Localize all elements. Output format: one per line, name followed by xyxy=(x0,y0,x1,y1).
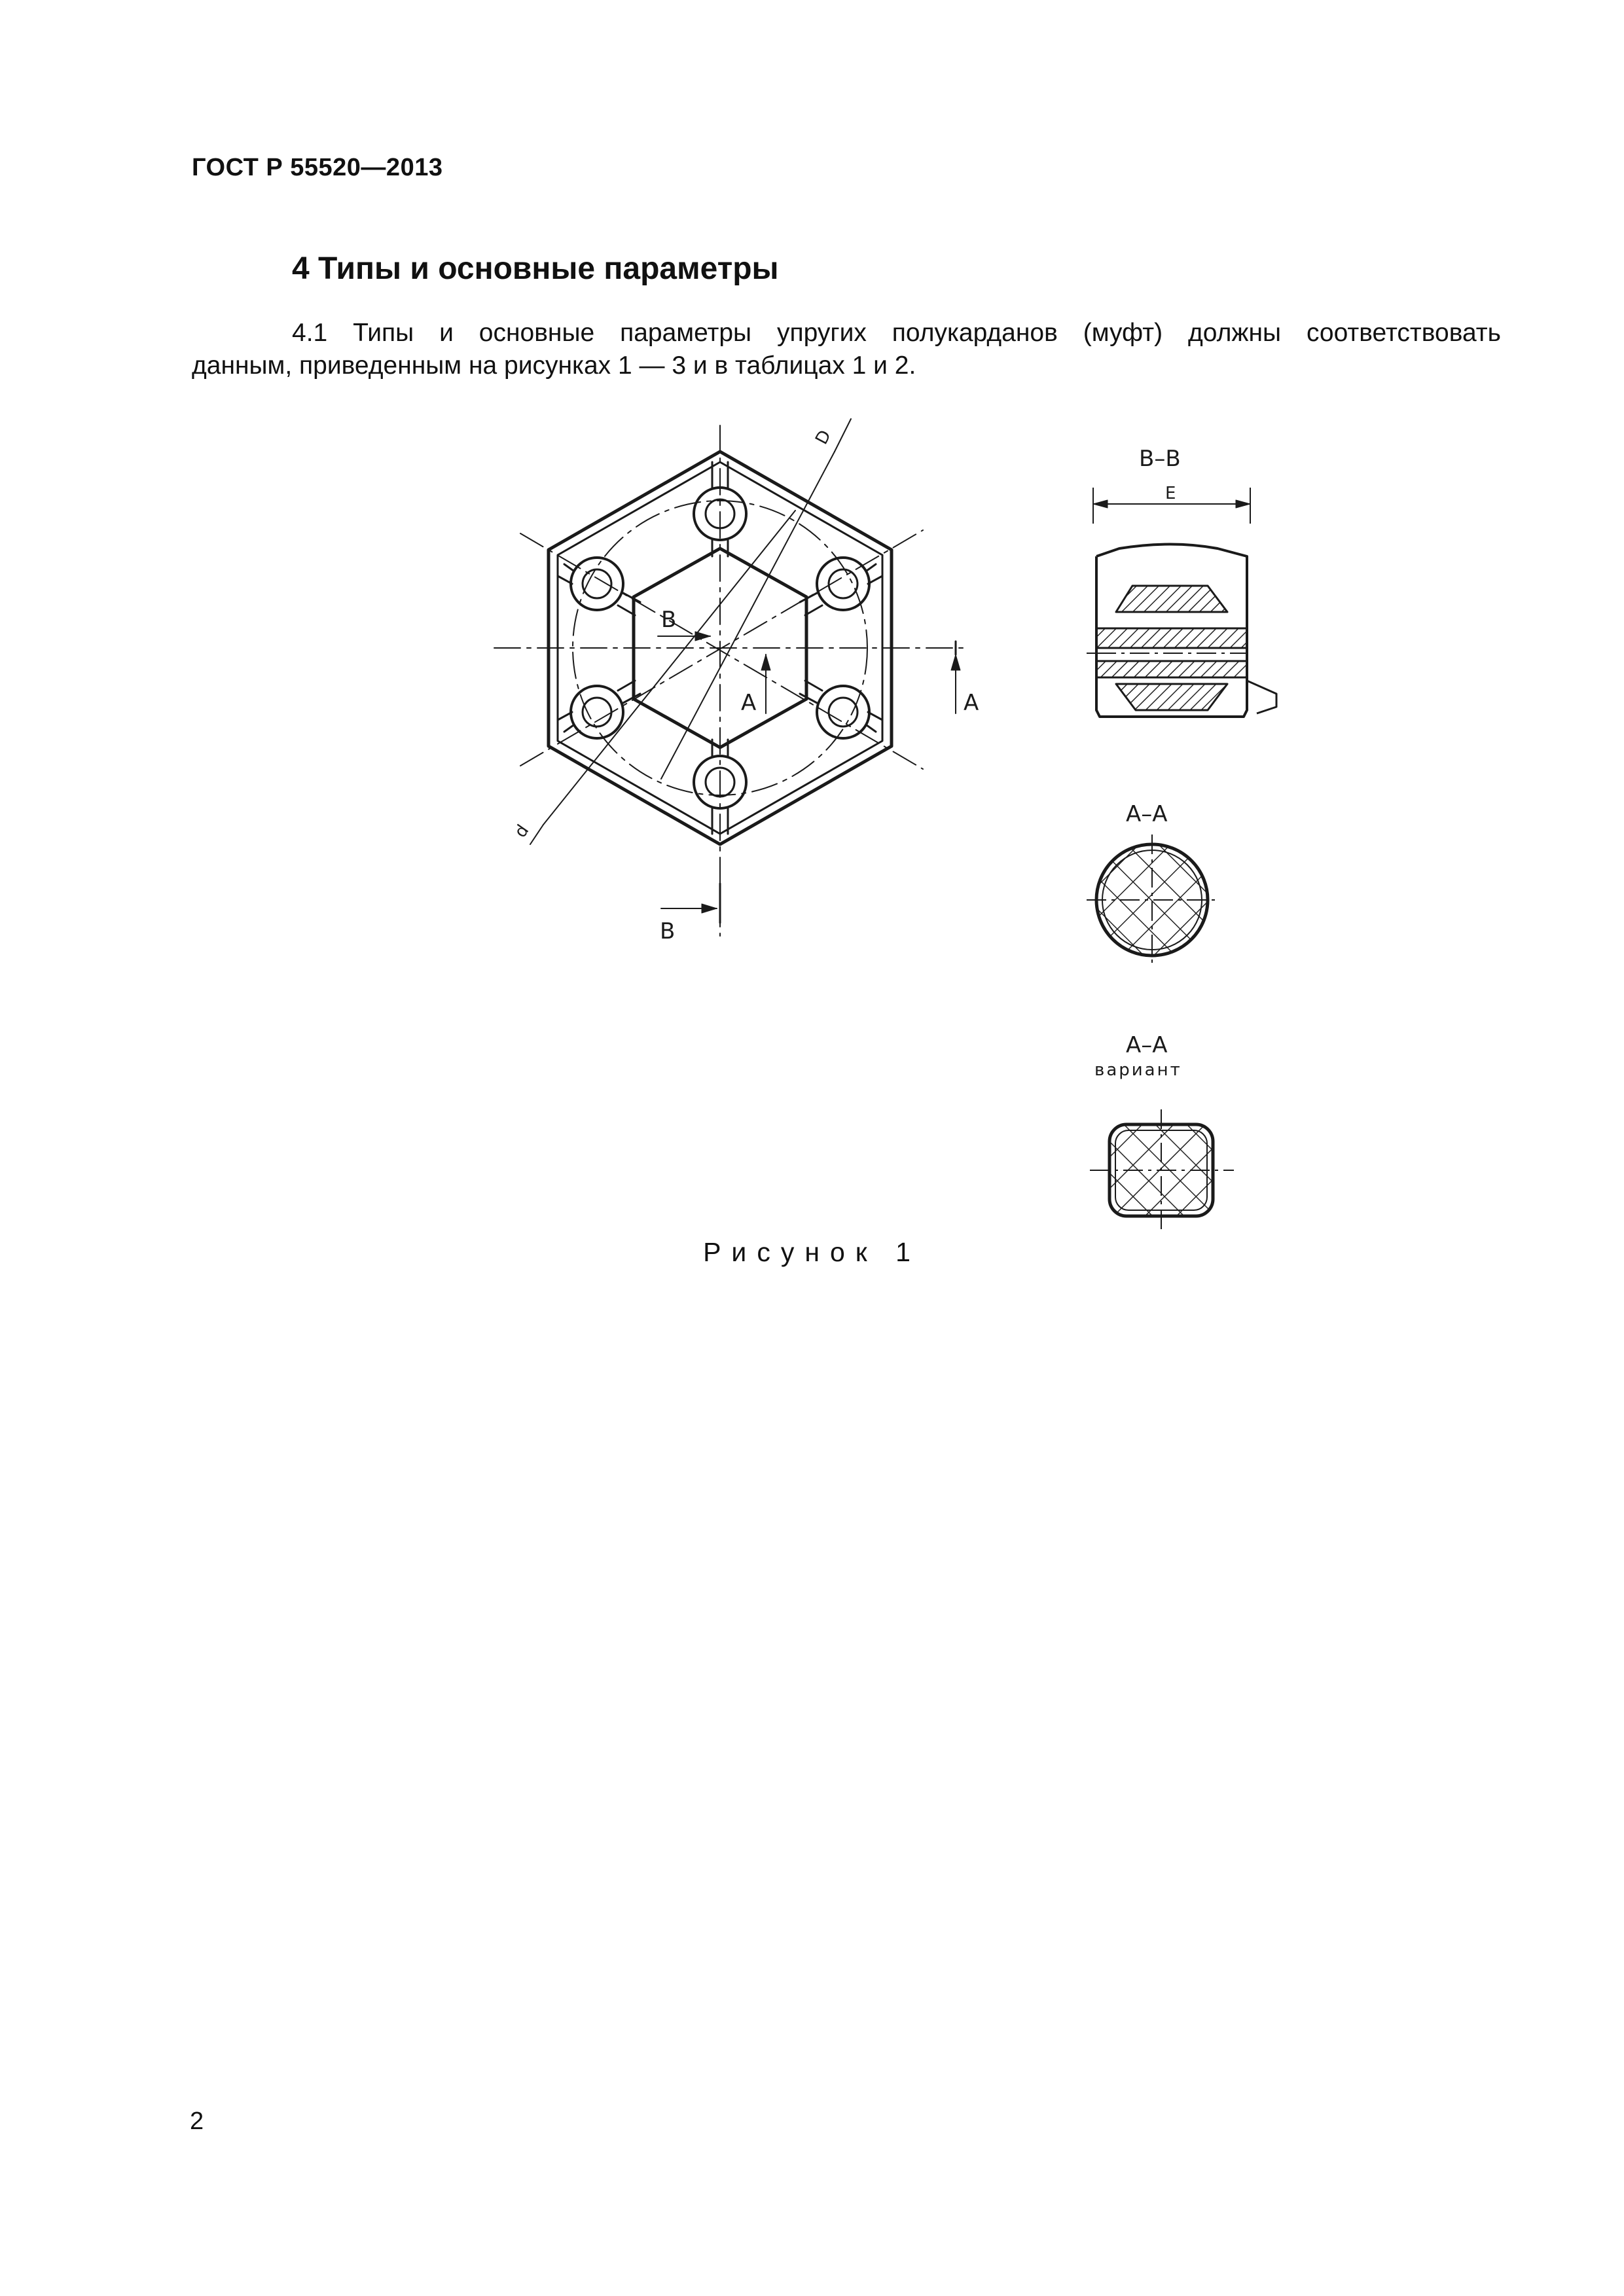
label-dim-e: Е xyxy=(1165,484,1176,503)
paragraph-line-2: данным, приведенным на рисунках 1 — 3 и в таблицах 1 и 2. xyxy=(192,351,916,380)
label-section-bb: В–В xyxy=(1139,446,1181,472)
section-aa-variant xyxy=(1090,1109,1234,1230)
label-section-aa: А–А xyxy=(1126,801,1168,827)
label-dim-d-inner: d xyxy=(511,821,533,842)
label-section-b-bottom: В xyxy=(660,918,676,944)
page-number: 2 xyxy=(190,2108,204,2135)
label-section-aa-variant: А–А xyxy=(1126,1032,1168,1058)
paragraph-line-1: 4.1 Типы и основные параметры упругих полукарданов (муфт) должны соответствовать xyxy=(292,319,1501,347)
label-variant-word: вариант xyxy=(1094,1060,1182,1080)
section-aa-round xyxy=(1087,834,1218,965)
section-title: 4 Типы и основные параметры xyxy=(292,251,779,286)
label-section-a-right: А xyxy=(964,690,979,716)
document-code: ГОСТ Р 55520—2013 xyxy=(192,154,443,181)
label-section-a-inner: А xyxy=(741,690,757,716)
label-section-b-top: В xyxy=(661,607,677,633)
figure-caption: Рисунок 1 xyxy=(703,1237,921,1267)
label-dim-d-outer: D xyxy=(812,427,836,448)
hexagon-front-view xyxy=(494,419,969,936)
section-bb-view xyxy=(1087,488,1276,717)
